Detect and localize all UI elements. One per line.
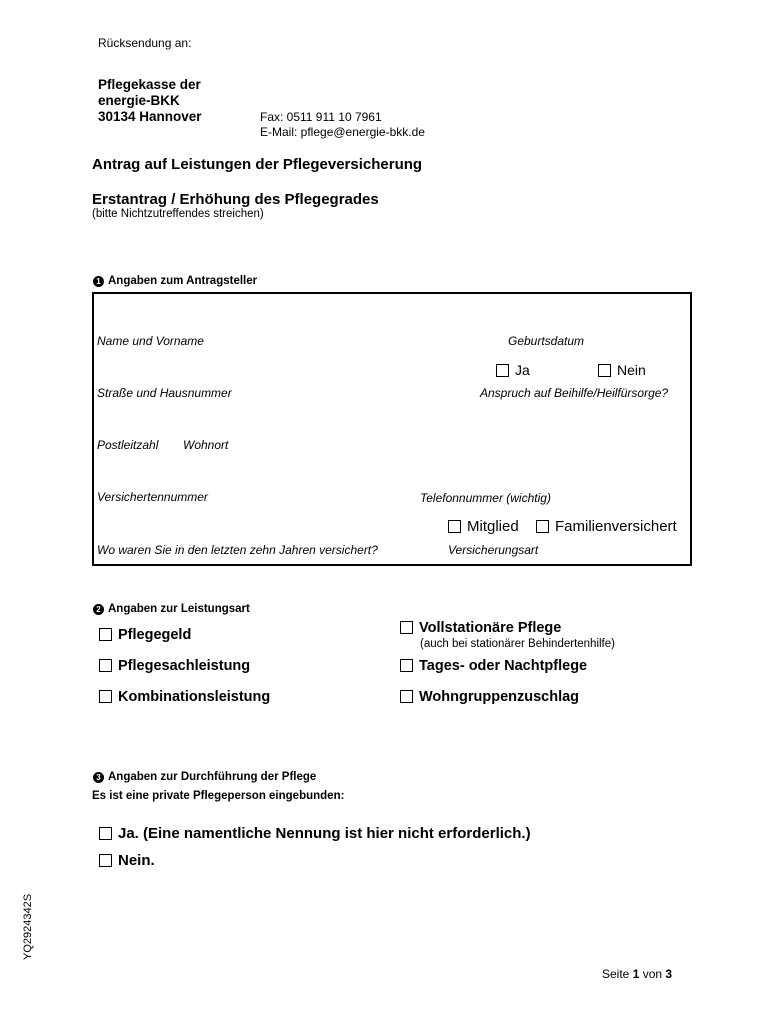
fax-number: Fax: 0511 911 10 7961 [260,110,382,124]
pflegeperson-ja-option[interactable] [99,825,531,842]
sachleistung-option[interactable] [99,658,250,674]
ort-label: Wohnort [183,438,229,452]
versnr-label: Versichertennummer [97,490,208,504]
wohngruppe-option[interactable] [400,689,579,705]
page-prefix: Seite [602,967,633,981]
pflegegeld-checkbox[interactable] [99,628,112,641]
section1-number: 1 [93,276,104,287]
pflegeperson-nein-option[interactable] [99,852,155,869]
pflegeperson-ja-label: Ja. (Eine namentliche Nennung ist hier nicht erforderlich.) [118,825,531,842]
dob-label: Geburtsdatum [508,334,585,348]
section2-heading [93,603,250,615]
ja-checkbox[interactable] [496,364,509,377]
beihilfe-nein-option[interactable] [598,362,646,378]
address-line-3: 30134 Hannover [98,109,202,124]
section3-heading [93,771,316,783]
plz-label: Postleitzahl [97,438,159,452]
tages-option[interactable] [400,658,587,674]
phone-label: Telefonnummer (wichtig) [420,491,551,505]
mitglied-option[interactable] [448,518,519,535]
tages-label: Tages- oder Nachtpflege [419,658,588,674]
page-number [602,967,672,981]
pflegeperson-ja-checkbox[interactable] [99,827,112,840]
ja-label: Ja [515,362,530,378]
page-total: 3 [665,967,673,981]
pflegeperson-nein-checkbox[interactable] [99,854,112,867]
address-line-2: energie-BKK [98,93,180,108]
tages-checkbox[interactable] [400,659,413,672]
beihilfe-ja-option[interactable] [496,362,530,378]
pflegegeld-label: Pflegegeld [118,627,192,643]
vollstationaer-label: Vollstationäre Pflege [419,620,562,636]
sachleistung-label: Pflegesachleistung [118,658,251,674]
page-title: Antrag auf Leistungen der Pflegeversicherung [92,156,423,173]
subtitle-note: (bitte Nichtzutreffendes streichen) [92,208,264,220]
nein-checkbox[interactable] [598,364,611,377]
section3-title: Angaben zur Durchführung der Pflege [108,771,317,783]
section3-number: 3 [93,772,104,783]
section1-title: Angaben zum Antragsteller [108,275,258,287]
nein-label: Nein [617,362,646,378]
familien-label: Familienversichert [555,518,677,535]
pflegegeld-option[interactable] [99,627,191,643]
familien-checkbox[interactable] [536,520,549,533]
kombi-checkbox[interactable] [99,690,112,703]
section1-heading [93,275,257,287]
versart-label: Versicherungsart [448,543,539,557]
wohngruppe-checkbox[interactable] [400,690,413,703]
vollstationaer-note: (auch bei stationärer Behindertenhilfe) [420,638,615,650]
document-id: YQ2924342S [22,893,34,960]
address-line-1: Pflegekasse der [98,77,201,92]
mitglied-checkbox[interactable] [448,520,461,533]
section2-title: Angaben zur Leistungsart [108,603,250,615]
kombi-option[interactable] [99,689,270,705]
kombi-label: Kombinationsleistung [118,689,271,705]
familien-option[interactable] [536,518,677,535]
vollstationaer-checkbox[interactable] [400,621,413,634]
return-label: Rücksendung an: [98,36,192,50]
page-current: 1 [632,967,640,981]
beihilfe-label: Anspruch auf Beihilfe/Heilfürsorge? [480,386,669,400]
page-mid: von [639,967,666,981]
pflegeperson-nein-label: Nein. [118,852,155,869]
page-subtitle: Erstantrag / Erhöhung des Pflegegrades [92,191,379,208]
section2-number: 2 [93,604,104,615]
street-label: Straße und Hausnummer [97,386,232,400]
email-address: E-Mail: pflege@energie-bkk.de [260,125,425,139]
sachleistung-checkbox[interactable] [99,659,112,672]
vollstationaer-option[interactable] [400,620,561,636]
wohngruppe-label: Wohngruppenzuschlag [419,689,580,705]
section3-question: Es ist eine private Pflegeperson eingebunden: [92,790,345,802]
where-insured-label: Wo waren Sie in den letzten zehn Jahren versichert? [97,543,378,557]
mitglied-label: Mitglied [467,518,519,535]
name-label: Name und Vorname [97,334,204,348]
